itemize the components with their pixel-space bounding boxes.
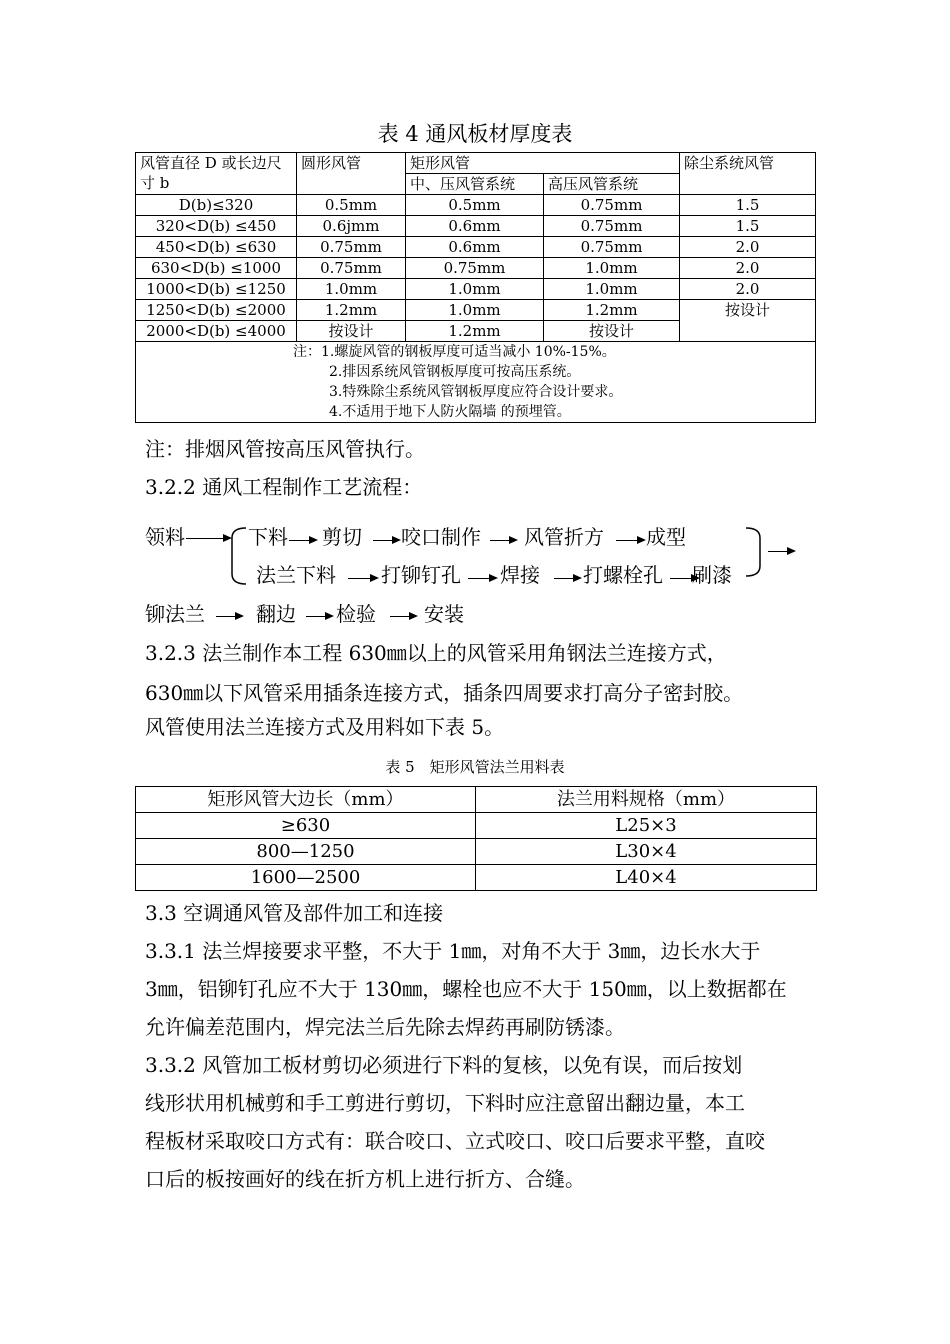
cell: 2000<D(b) ≤4000: [136, 321, 297, 342]
header-rect-high-pressure: 高压风管系统: [544, 174, 680, 195]
cell: 0.5mm: [406, 195, 544, 216]
table5-header: 矩形风管大边长（mm）: [136, 787, 476, 813]
cell: 800—1250: [136, 839, 476, 865]
smoke-duct-note: 注：排烟风管按高压风管执行。: [145, 437, 425, 461]
section-3-3-1-line2: 3㎜，铝铆钉孔应不大于 130㎜，螺栓也应不大于 150㎜，以上数据都在: [145, 977, 787, 1001]
arrow-icon: [554, 578, 580, 579]
arrow-icon: [390, 616, 416, 617]
header-rect-mid-pressure: 中、压风管系统: [406, 174, 544, 195]
cell: 0.75mm: [544, 216, 680, 237]
section-3-3-2-line3: 程板材采取咬口方式有：联合咬口、立式咬口、咬口后要求平整，直咬: [145, 1129, 765, 1153]
cell: 1250<D(b) ≤2000: [136, 300, 297, 321]
arrow-icon: [768, 551, 794, 552]
note-line: 2.排因系统风管钢板厚度可按高压系统。: [329, 364, 581, 380]
header-dust-duct: 除尘系统风管: [680, 153, 816, 195]
arrow-icon: [186, 538, 230, 539]
cell: 1.5: [680, 195, 816, 216]
table-row: [136, 813, 817, 839]
flow-step: 焊接: [500, 563, 540, 587]
cell: 1.5: [680, 216, 816, 237]
cell: 按设计: [680, 300, 816, 342]
flow-step: 风管折方: [524, 525, 604, 549]
table5-flange-material: [135, 786, 817, 891]
left-brace-icon: [228, 526, 248, 586]
arrow-icon: [348, 578, 377, 579]
table4-plate-thickness: [135, 152, 816, 423]
header-round-duct: 圆形风管: [297, 153, 406, 195]
flow-step: 下料: [248, 525, 288, 549]
table-row: [136, 839, 817, 865]
cell: 0.75mm: [406, 258, 544, 279]
cell: ≥630: [136, 813, 476, 839]
table5-header: 法兰用料规格（mm）: [476, 787, 817, 813]
cell: 1.2mm: [297, 300, 406, 321]
cell: 按设计: [297, 321, 406, 342]
table5-title: 表 5 矩形风管法兰用料表: [385, 758, 565, 776]
cell: 0.6mm: [406, 237, 544, 258]
cell: 1.2mm: [544, 300, 680, 321]
table-row: [136, 865, 817, 891]
arrow-icon: [468, 578, 496, 579]
cell: 2.0: [680, 258, 816, 279]
cell: 320<D(b) ≤450: [136, 216, 297, 237]
flow-step: 成型: [646, 525, 686, 549]
table-row: [136, 237, 816, 258]
cell: 1.0mm: [406, 279, 544, 300]
flow-step: 检验: [336, 602, 376, 626]
cell: D(b)≤320: [136, 195, 297, 216]
table-row: [136, 195, 816, 216]
arrow-icon: [216, 616, 242, 617]
cell: 1.0mm: [544, 279, 680, 300]
note-line: 注：1.螺旋风管的钢板厚度可适当减小 10%-15%。: [293, 344, 616, 360]
table-row: [136, 279, 816, 300]
arrow-icon: [306, 616, 332, 617]
flow-step: 翻边: [256, 602, 296, 626]
flow-step: 打铆钉孔: [381, 563, 461, 587]
flow-step: 铆法兰: [145, 602, 205, 626]
cell: 1600—2500: [136, 865, 476, 891]
cell: 2.0: [680, 237, 816, 258]
cell: 0.75mm: [544, 237, 680, 258]
cell: 1.0mm: [406, 300, 544, 321]
flow-start: 领料: [145, 525, 185, 549]
flow-step: 剪切: [322, 525, 362, 549]
arrow-icon: [373, 540, 399, 541]
section-3-3-2-line4: 口后的板按画好的线在折方机上进行折方、合缝。: [145, 1167, 585, 1191]
flow-step: 法兰下料: [256, 563, 336, 587]
table4-title: 表 4 通风板材厚度表: [377, 122, 573, 146]
note-line: 3.特殊除尘系统风管钢板厚度应符合设计要求。: [329, 384, 623, 400]
cell: 0.75mm: [544, 195, 680, 216]
note-line: 4.不适用于地下人防火隔墙 的预埋管。: [329, 404, 571, 420]
table-row: [136, 300, 816, 321]
section-3-3-1-line1: 3.3.1 法兰焊接要求平整，不大于 1㎜，对角不大于 3㎜，边长水大于: [145, 939, 761, 963]
section-3-3-2-line2: 线形状用机械剪和手工剪进行剪切，下料时应注意留出翻边量，本工: [145, 1091, 745, 1115]
header-duct-size: 风管直径 D 或长边尺寸 b: [136, 153, 297, 195]
cell: L30×4: [476, 839, 817, 865]
section-3-3-2-line1: 3.3.2 风管加工板材剪切必须进行下料的复核，以免有误，而后按划: [145, 1053, 743, 1077]
cell: 630<D(b) ≤1000: [136, 258, 297, 279]
cell: 1.0mm: [544, 258, 680, 279]
cell: 2.0: [680, 279, 816, 300]
flow-step: 刷漆: [692, 563, 732, 587]
arrow-icon: [289, 540, 316, 541]
table-row: [136, 258, 816, 279]
flow-step: 咬口制作: [401, 525, 481, 549]
cell: 450<D(b) ≤630: [136, 237, 297, 258]
cell: 1.2mm: [406, 321, 544, 342]
section-3-2-3-line1: 3.2.3 法兰制作本工程 630㎜以上的风管采用角钢法兰连接方式，: [145, 641, 727, 665]
flow-step: 安装: [424, 602, 464, 626]
section-3-3-1-line3: 允许偏差范围内，焊完法兰后先除去焊药再刷防锈漆。: [145, 1015, 625, 1039]
cell: 0.6mm: [406, 216, 544, 237]
section-3-2-2-heading: 3.2.2 通风工程制作工艺流程：: [145, 475, 423, 499]
section-3-2-3-line3: 风管使用法兰连接方式及用料如下表 5。: [145, 715, 505, 739]
arrow-icon: [490, 540, 516, 541]
arrow-icon: [616, 540, 644, 541]
header-rect-duct: 矩形风管: [406, 153, 680, 174]
cell: L40×4: [476, 865, 817, 891]
cell: 1.0mm: [297, 279, 406, 300]
cell: 按设计: [544, 321, 680, 342]
cell: 0.75mm: [297, 237, 406, 258]
cell: 0.6jmm: [297, 216, 406, 237]
cell: 1000<D(b) ≤1250: [136, 279, 297, 300]
right-brace-icon: [744, 526, 766, 578]
flow-step: 打螺栓孔: [583, 563, 663, 587]
cell: L25×3: [476, 813, 817, 839]
section-3-2-3-line2: 630㎜以下风管采用插条连接方式，插条四周要求打高分子密封胶。: [145, 681, 744, 705]
table4-notes: [136, 342, 816, 423]
table-row: [136, 216, 816, 237]
section-3-3-heading: 3.3 空调通风管及部件加工和连接: [145, 901, 444, 925]
cell: 0.5mm: [297, 195, 406, 216]
cell: 0.75mm: [297, 258, 406, 279]
